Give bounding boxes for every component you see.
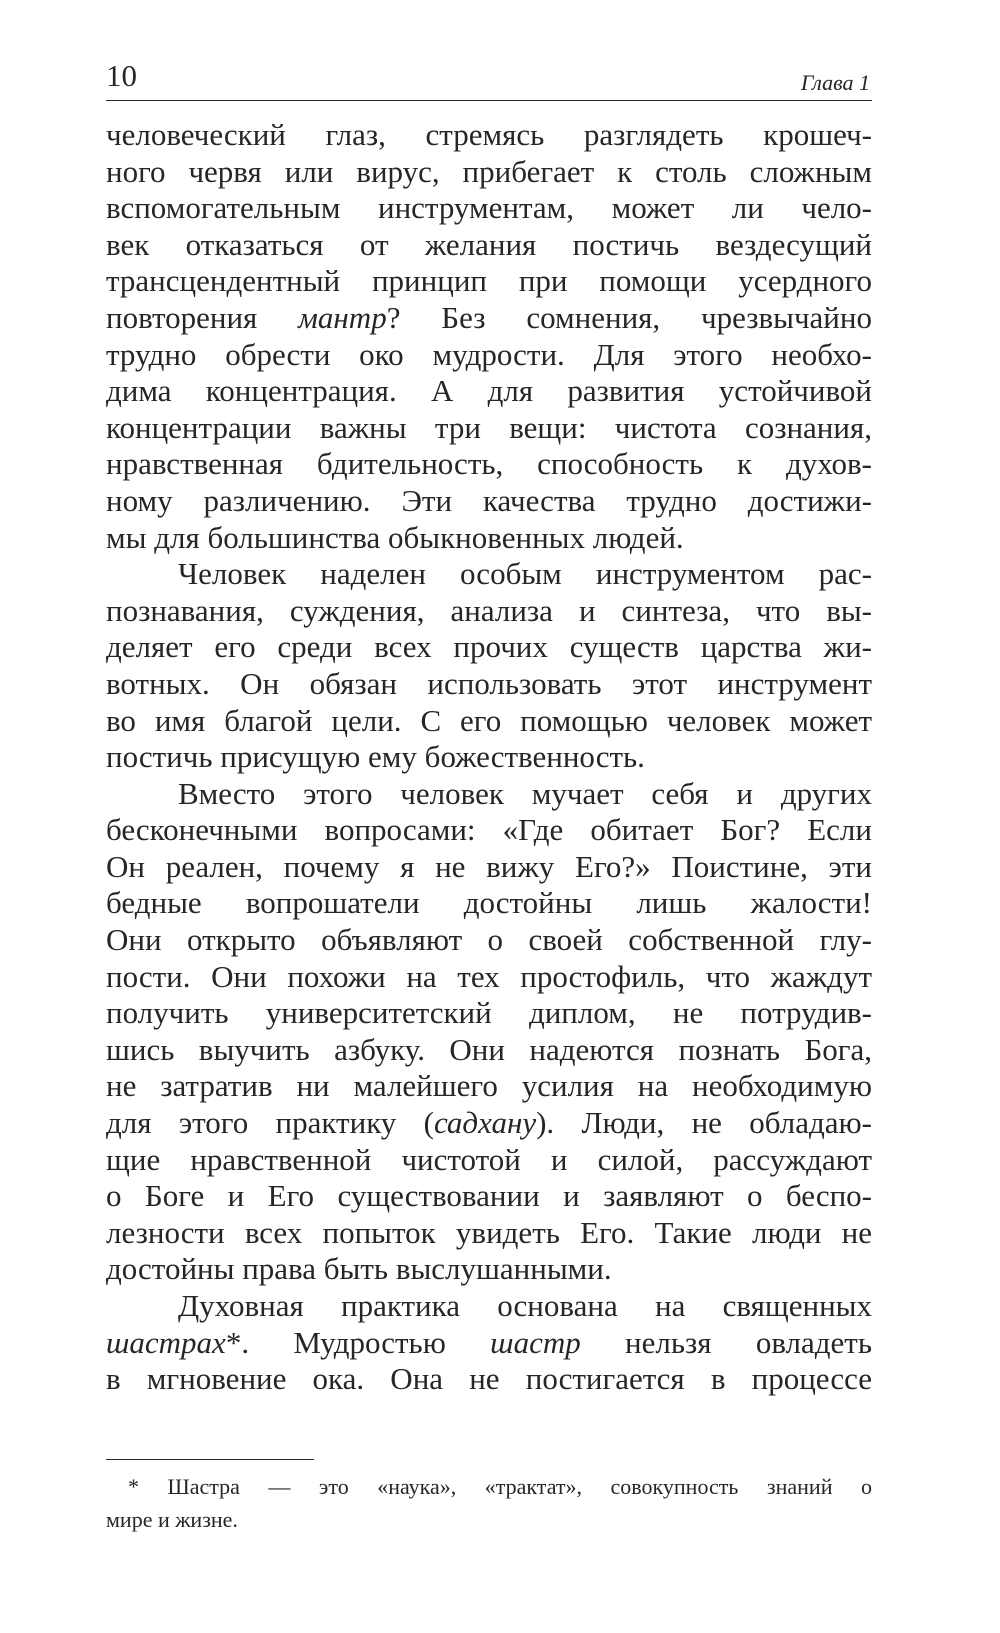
- text-line: ному различению. Эти качества трудно достижи-: [106, 482, 872, 518]
- text-line: о Боге и Его существовании и заявляют о беспо-: [106, 1178, 872, 1214]
- paragraph-start: Человек наделен особым инструментом рас-: [178, 556, 872, 592]
- text-line: получить университетский диплом, не потрудив-: [106, 995, 872, 1031]
- text-run: повторения: [106, 299, 299, 335]
- italic-term: мантр: [298, 299, 387, 335]
- text-line: концентрации важны три вещи: чистота сознания,: [106, 409, 872, 445]
- text-line: щие нравственной чистотой и силой, рассуждают: [106, 1141, 872, 1177]
- text-line: бедные вопрошатели достойны лишь жалости!: [106, 885, 872, 921]
- text-line: ного червя или вирус, прибегает к столь сложным: [106, 153, 872, 189]
- text-line-with-italic: [106, 300, 872, 337]
- text-run: ? Без сомнения, чрезвычайно: [386, 299, 872, 335]
- text-line: век отказаться от желания постичь вездесущий: [106, 226, 872, 262]
- text-line: трудно обрести око мудрости. Для этого необхо-: [106, 336, 872, 372]
- italic-term: шастрах: [106, 1324, 226, 1360]
- text-line: Они открыто объявляют о своей собственной глу-: [106, 922, 872, 958]
- text-line: трансцендентный принцип при помощи усердного: [106, 263, 872, 299]
- text-line: в мгновение ока. Она не постигается в процессе: [106, 1361, 872, 1397]
- text-line: мы для большинства обыкновенных людей.: [106, 519, 684, 555]
- paragraph-start: Вместо этого человек мучает себя и других: [178, 775, 872, 811]
- italic-term: шастр: [490, 1324, 581, 1360]
- text-line: лезности всех попыток увидеть Его. Такие люди не: [106, 1214, 872, 1250]
- page-header: [106, 56, 872, 101]
- text-line: пости. Они похожи на тех простофиль, что жаждут: [106, 958, 872, 994]
- text-line: познавания, суждения, анализа и синтеза, что вы-: [106, 592, 872, 628]
- text-run: ). Люди, не обладаю-: [536, 1105, 872, 1141]
- footnote-rule: [106, 1459, 314, 1460]
- footnote: [106, 1470, 872, 1536]
- text-line: постичь присущую ему божественность.: [106, 739, 645, 775]
- text-line: вотных. Он обязан использовать этот инструмент: [106, 665, 872, 701]
- text-line-with-italic: [106, 1105, 872, 1142]
- page-number: 10: [106, 58, 137, 93]
- text-line: Он реален, почему я не вижу Его?» Поистине, эти: [106, 848, 872, 884]
- footnote-line: * Шастра — это «наука», «трактат», совокупность знаний о: [128, 1474, 872, 1499]
- text-line: деляет его среди всех прочих существ царства жи-: [106, 629, 872, 665]
- running-head: Глава 1: [800, 70, 870, 95]
- text-run: *. Мудростью: [225, 1324, 491, 1360]
- text-line: бесконечными вопросами: «Где обитает Бог? Если: [106, 812, 872, 848]
- text-line: нравственная бдительность, способность к духов-: [106, 446, 872, 482]
- text-run: нельзя овладеть: [580, 1324, 872, 1360]
- text-line: дима концентрация. А для развития устойчивой: [106, 373, 872, 409]
- footnote-line: мире и жизне.: [106, 1507, 238, 1532]
- body-text: [106, 117, 872, 1398]
- text-line-with-italic: [106, 1325, 872, 1362]
- text-line: достойны права быть выслушанными.: [106, 1251, 612, 1287]
- text-run: для этого практику (: [106, 1105, 434, 1141]
- text-line: во имя благой цели. С его помощью человек может: [106, 702, 872, 738]
- italic-term: садхану: [433, 1105, 537, 1141]
- text-line: человеческий глаз, стремясь разглядеть крошеч-: [106, 117, 872, 152]
- text-line: шись выучить азбуку. Они надеются познать Бога,: [106, 1031, 872, 1067]
- paragraph-start: Духовная практика основана на священных: [178, 1288, 872, 1323]
- text-line: не затратив ни малейшего усилия на необходимую: [106, 1068, 872, 1104]
- text-line: вспомогательным инструментам, может ли чело-: [106, 190, 872, 226]
